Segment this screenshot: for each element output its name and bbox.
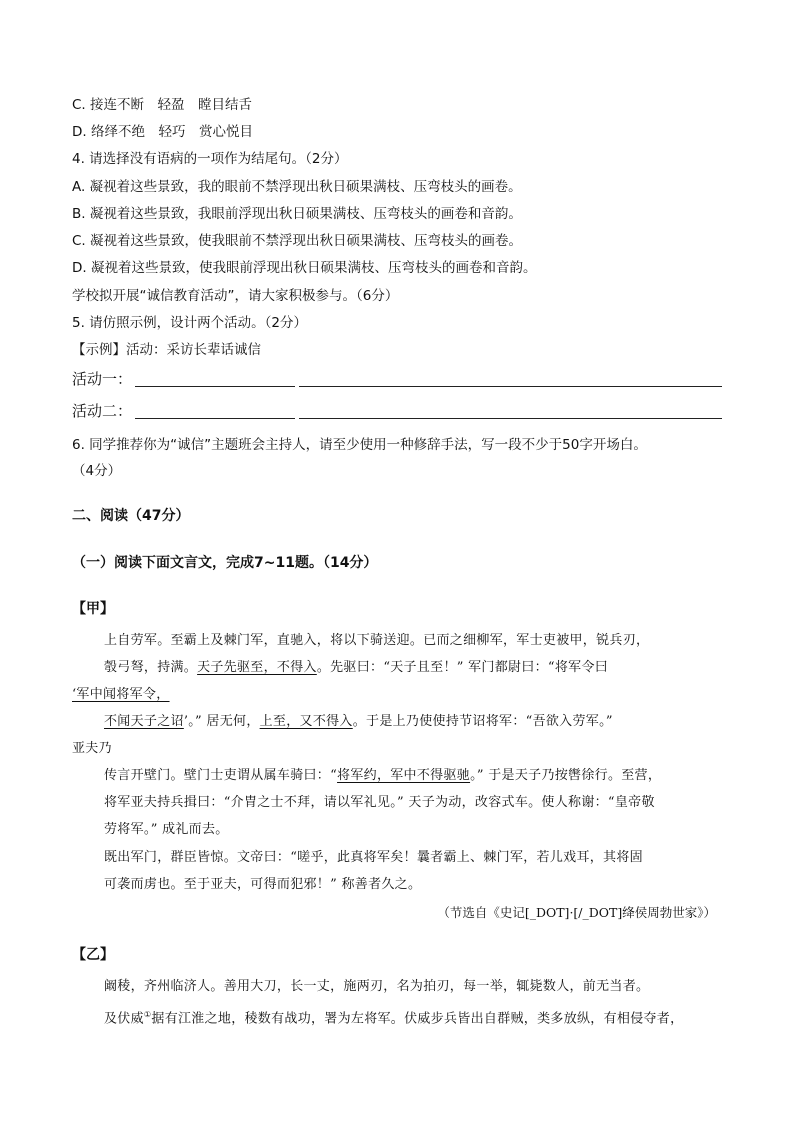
jia-underlined-sentence: 天子先驱至，不得入 <box>197 660 317 675</box>
jia-line-4 <box>104 713 613 731</box>
q3-option-c: C. 接连不断 轻盈 瞠目结舌 <box>72 97 253 113</box>
q5-example: 【示例】活动：采访长辈话诚信 <box>72 342 261 358</box>
jia-text: ’。” 居无何， <box>183 714 260 729</box>
jia-underlined-sentence: ‘军中闻将军令， <box>72 687 170 702</box>
jia-underlined-sentence: 将军约，军中不得驱驰 <box>337 768 471 783</box>
jia-text: 。于是上乃使使持节诏将军：“吾欲入劳军。” <box>352 714 613 729</box>
jia-text: 。先驱曰：“天子且至！” 军门都尉曰：“将军令曰 <box>316 660 609 675</box>
jia-source: （节选自《史记[_DOT]·[/_DOT]绛侯周勃世家》） <box>437 905 716 920</box>
jia-text: 传言开壁门。壁门士吏谓从属车骑曰：“ <box>104 768 338 783</box>
q6-stem: 6. 同学推荐你为“诚信”主题班会主持人，请至少使用一种修辞手法，写一段不少于50字开场白。 <box>72 437 647 453</box>
jia-line-1: 上自劳军。至霸上及棘门军，直驰入，将以下骑送迎。已而之细柳军，军士吏被甲，锐兵刃， <box>104 633 650 648</box>
activity2-answer-line-long[interactable] <box>299 418 722 419</box>
activity1-label: 活动一： <box>72 370 133 388</box>
jia-line-9: 既出军门，群臣皆惊。文帝曰：“嗟乎，此真将军矣！曩者霸上、棘门军，若儿戏耳，其将固 <box>104 850 643 865</box>
yi-line-1: 阚稜，齐州临济人。善用大刀，长一丈，施两刃，名为拍刃，每一举，辄毙数人，前无当者。 <box>104 979 650 994</box>
yi-text: 据有江淮之地，稜数有战功，署为左将军。伏威步兵皆出自群贼，类多放纵，有相侵夺者， <box>151 1011 684 1027</box>
q6-score: （4分） <box>72 463 122 479</box>
q3-option-d: D. 络绎不绝 轻巧 赏心悦目 <box>72 124 253 140</box>
q4-option-c: C. 凝视着这些景致，使我眼前不禁浮现出秋日硕果满枝、压弯枝头的画卷。 <box>72 233 523 249</box>
jia-line-6 <box>104 767 661 785</box>
jia-line-10: 可袭而虏也。至于亚夫，可得而犯邪！” 称善者久之。 <box>104 877 422 892</box>
jia-text: 彀弓弩，持满。 <box>104 660 198 675</box>
section-heading-reading: 二、阅读（47分） <box>72 508 190 524</box>
activity1-answer-line-short[interactable] <box>135 386 295 387</box>
activity2-answer-line-short[interactable] <box>135 418 295 419</box>
yi-label: 【乙】 <box>72 947 114 963</box>
jia-line-2 <box>104 659 608 677</box>
yi-line-2 <box>104 1006 683 1028</box>
footnote-marker: ① <box>143 1010 152 1019</box>
activity2-label: 活动二： <box>72 402 133 420</box>
jia-label: 【甲】 <box>72 601 114 617</box>
jia-line-3 <box>72 686 170 704</box>
subsection-heading-classical: （一）阅读下面文言文，完成7~11题。（14分） <box>72 555 378 571</box>
q4-option-a: A. 凝视着这些景致，我的眼前不禁浮现出秋日硕果满枝、压弯枝头的画卷。 <box>72 179 522 195</box>
jia-line-5: 亚夫乃 <box>72 741 112 756</box>
q4-stem: 4. 请选择没有语病的一项作为结尾句。（2分） <box>72 151 348 167</box>
jia-underlined-sentence: 上至，又不得入 <box>259 714 353 729</box>
jia-line-8: 劳将军。” 成礼而去。 <box>104 822 229 837</box>
activity1-answer-line-long[interactable] <box>299 386 722 387</box>
q4-option-b: B. 凝视着这些景致，我眼前浮现出秋日硕果满枝、压弯枝头的画卷和音韵。 <box>72 206 522 222</box>
q4-option-d: D. 凝视着这些景致，使我眼前浮现出秋日硕果满枝、压弯枝头的画卷和音韵。 <box>72 260 537 276</box>
jia-underlined-sentence: 不闻天子之诏 <box>104 714 184 729</box>
yi-text: 及伏威 <box>104 1011 144 1027</box>
jia-line-7: 将军亚夫持兵揖曰：“介胄之士不拜，请以军礼见。” 天子为动，改容式车。使人称谢：“皇帝敬 <box>104 795 655 810</box>
q5-stem: 5. 请仿照示例，设计两个活动。（2分） <box>72 315 308 331</box>
activity-intro: 学校拟开展“诚信教育活动”，请大家积极参与。（6分） <box>72 288 399 304</box>
jia-text: 。” 于是天子乃按辔徐行。至营， <box>470 768 662 783</box>
